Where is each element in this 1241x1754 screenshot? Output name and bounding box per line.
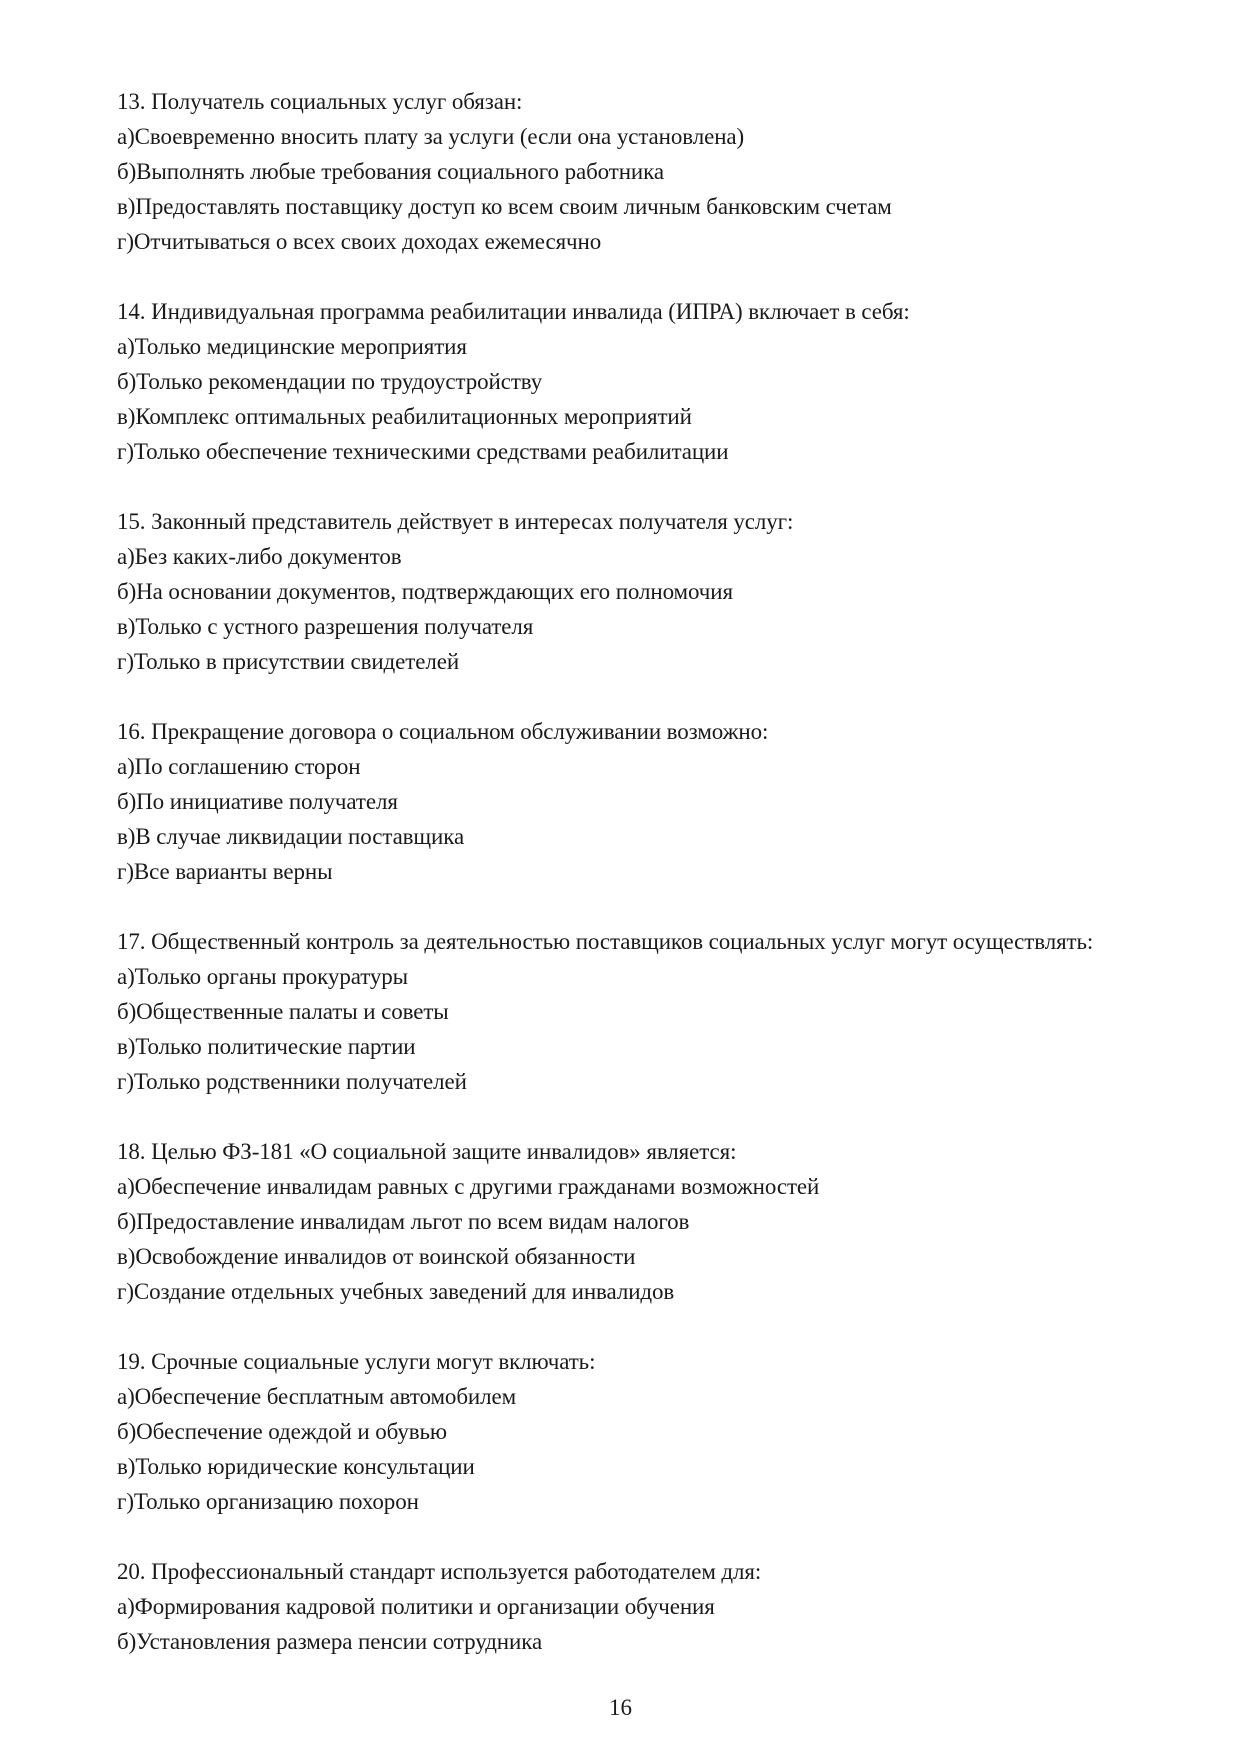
answer-option: а)Без каких-либо документов — [117, 544, 402, 569]
answer-option: б)Обеспечение одеждой и обувью — [117, 1419, 447, 1444]
answer-option: а)Только органы прокуратуры — [117, 964, 409, 989]
question-title: 16. Прекращение договора о социальном обслуживании возможно: — [117, 719, 769, 744]
answer-option: а)Обеспечение инвалидам равных с другими гражданами возможностей — [117, 1174, 820, 1199]
question-title: 14. Индивидуальная программа реабилитации инвалида (ИПРА) включает в себя: — [117, 299, 910, 324]
question-title: 19. Срочные социальные услуги могут включать: — [117, 1349, 596, 1374]
question-block — [117, 294, 1217, 469]
answer-option: а)По соглашению сторон — [117, 754, 361, 779]
answer-option: в)Освобождение инвалидов от воинской обязанности — [117, 1244, 636, 1269]
answer-option: г)Отчитываться о всех своих доходах ежемесячно — [117, 229, 602, 254]
answer-option: а)Обеспечение бесплатным автомобилем — [117, 1384, 517, 1409]
answer-option: б)Общественные палаты и советы — [117, 999, 449, 1024]
answer-option: г)Только организацию похорон — [117, 1489, 419, 1514]
page-number: 16 — [609, 1695, 632, 1720]
question-title: 18. Целью ФЗ-181 «О социальной защите инвалидов» является: — [117, 1139, 737, 1164]
question-block — [117, 84, 1217, 259]
answer-option: а)Своевременно вносить плату за услуги (если она установлена) — [117, 124, 745, 149]
question-title: 13. Получатель социальных услуг обязан: — [117, 89, 523, 114]
answer-option: в)Только юридические консультации — [117, 1454, 475, 1479]
answer-option: б)Установления размера пенсии сотрудника — [117, 1629, 543, 1654]
question-block — [117, 1554, 1217, 1659]
question-block — [117, 714, 1217, 889]
question-block — [117, 924, 1217, 1099]
answer-option: г)Только обеспечение техническими средствами реабилитации — [117, 439, 729, 464]
answer-option: г)Создание отдельных учебных заведений для инвалидов — [117, 1279, 675, 1304]
answer-option: б)По инициативе получателя — [117, 789, 398, 814]
question-block — [117, 1134, 1217, 1309]
answer-option: в)Предоставлять поставщику доступ ко всем своим личным банковским счетам — [117, 194, 892, 219]
answer-option: б)Предоставление инвалидам льгот по всем видам налогов — [117, 1209, 690, 1234]
answer-option: б)Только рекомендации по трудоустройству — [117, 369, 543, 394]
answer-option: а)Только медицинские мероприятия — [117, 334, 467, 359]
answer-option: в)Комплекс оптимальных реабилитационных мероприятий — [117, 404, 692, 429]
answer-option: в)Только с устного разрешения получателя — [117, 614, 534, 639]
answer-option: б)На основании документов, подтверждающих его полномочия — [117, 579, 733, 604]
answer-option: б)Выполнять любые требования социального работника — [117, 159, 664, 184]
question-title: 20. Профессиональный стандарт используется работодателем для: — [117, 1559, 762, 1584]
question-list — [117, 84, 1217, 1694]
answer-option: в)В случае ликвидации поставщика — [117, 824, 465, 849]
question-title: 17. Общественный контроль за деятельностью поставщиков социальных услуг могут осуществлять: — [117, 929, 1094, 954]
question-title: 15. Законный представитель действует в интересах получателя услуг: — [117, 509, 794, 534]
question-block — [117, 504, 1217, 679]
answer-option: г)Только в присутствии свидетелей — [117, 649, 460, 674]
answer-option: г)Все варианты верны — [117, 859, 333, 884]
answer-option: в)Только политические партии — [117, 1034, 416, 1059]
answer-option: г)Только родственники получателей — [117, 1069, 467, 1094]
question-block — [117, 1344, 1217, 1519]
answer-option: а)Формирования кадровой политики и организации обучения — [117, 1594, 715, 1619]
